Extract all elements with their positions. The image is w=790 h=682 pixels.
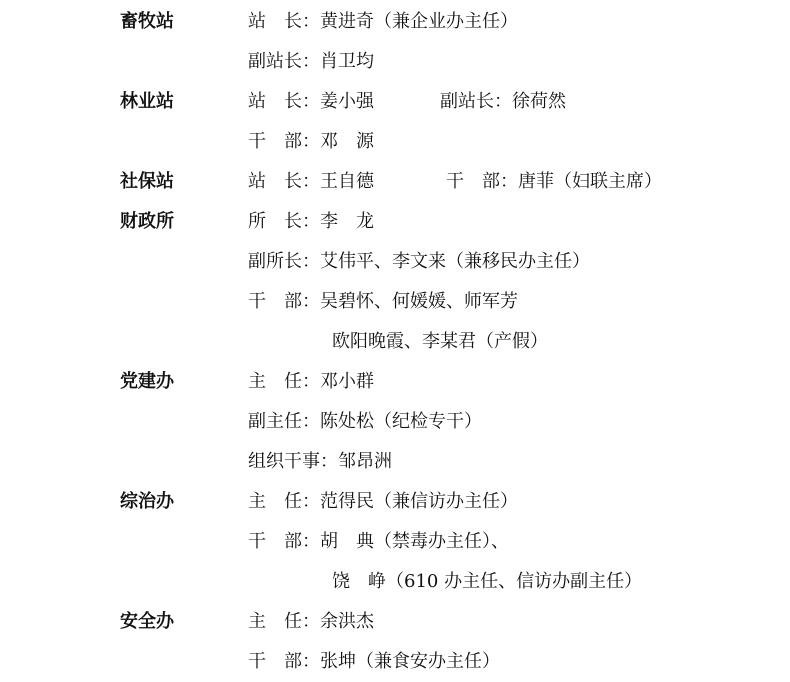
staff-line: 站 长：王自德 [248,171,374,192]
department-name: 社保站 [120,171,174,192]
staff-line-secondary: 副站长：徐荷然 [440,91,566,112]
staff-line-continuation: 饶 峥（610 办主任、信访办副主任） [332,571,643,592]
staff-line: 主 任：邓小群 [248,371,374,392]
staff-line: 干 部：邓 源 [248,131,374,152]
staff-line-secondary: 干 部：唐菲（妇联主席） [446,171,662,192]
staff-line: 站 长：黄进奇（兼企业办主任） [248,11,518,32]
department-name: 财政所 [120,211,174,232]
staff-line: 副所长：艾伟平、李文来（兼移民办主任） [248,251,590,272]
staff-line: 主 任：余洪杰 [248,611,374,632]
staff-line: 主 任：范得民（兼信访办主任） [248,491,518,512]
staff-line: 干 部：张坤（兼食安办主任） [248,651,500,672]
staff-line: 干 部：胡 典（禁毒办主任）、 [248,531,509,552]
staff-line: 所 长：李 龙 [248,211,374,232]
department-name: 综治办 [120,491,174,512]
staff-line: 副主任：陈处松（纪检专干） [248,411,482,432]
department-name: 畜牧站 [120,11,174,32]
staff-line: 组织干事：邹昂洲 [248,451,392,472]
staff-line: 站 长：姜小强 [248,91,374,112]
staff-line: 干 部：吴碧怀、何媛媛、师军芳 [248,291,518,312]
staff-line: 副站长：肖卫均 [248,51,374,72]
department-name: 安全办 [120,611,174,632]
department-name: 林业站 [120,91,174,112]
staff-line-continuation: 欧阳晚霞、李某君（产假） [332,331,548,352]
department-name: 党建办 [120,371,174,392]
